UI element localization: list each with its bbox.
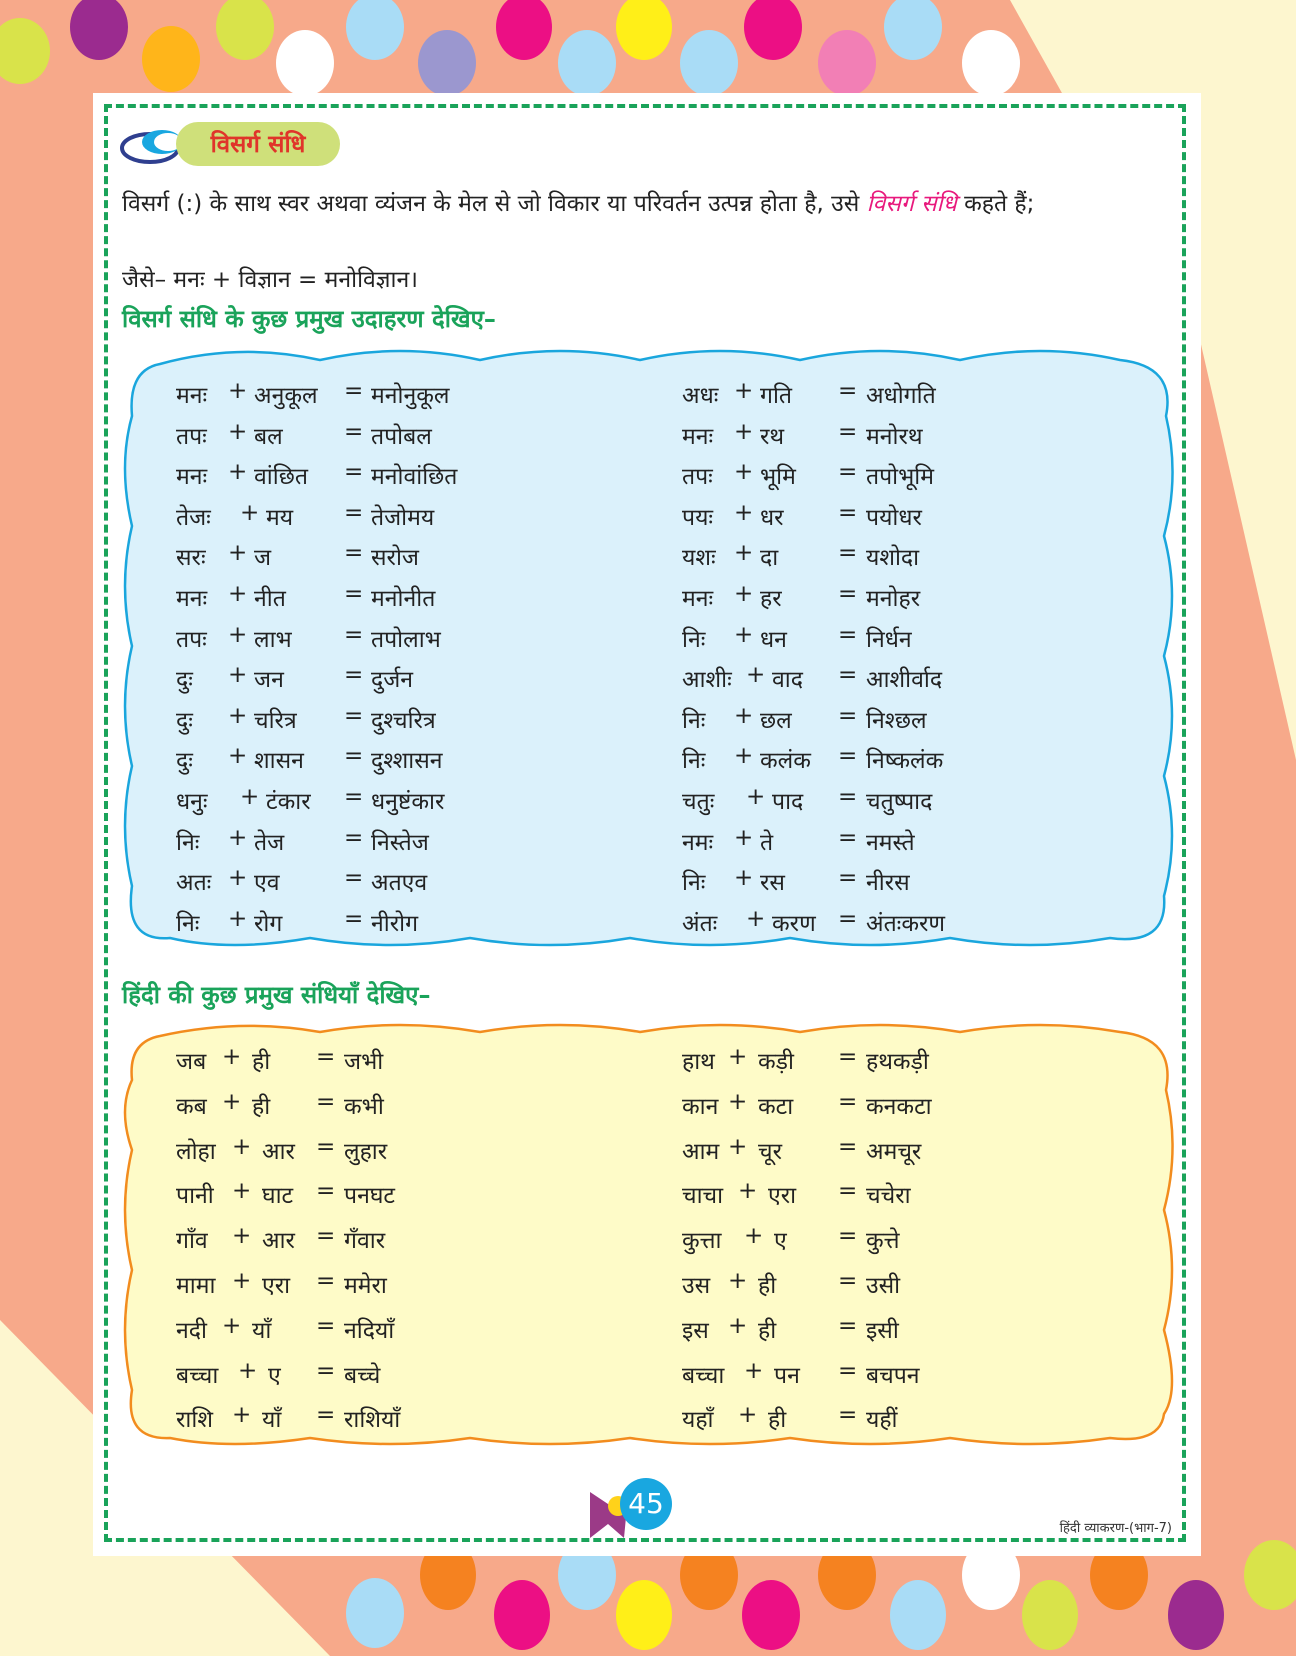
word-b: ए: [774, 1228, 787, 1255]
word-a: कुत्ता: [682, 1228, 722, 1255]
plus-sign: +: [232, 1133, 252, 1160]
equals-sign: =: [838, 1178, 858, 1205]
result-word: चतुष्पाद: [866, 789, 933, 815]
word-a: गाँव: [176, 1228, 208, 1255]
word-b: बल: [254, 423, 283, 450]
result-word: पनघट: [344, 1183, 396, 1210]
plus-sign: +: [228, 702, 248, 729]
definition-text-before: विसर्ग (:) के साथ स्वर अथवा व्यंजन के मेल से जो विकार या परिवर्तन उत्पन्न होता है, उसे: [122, 191, 867, 217]
plus-sign: +: [744, 1223, 764, 1250]
equals-sign: =: [344, 581, 364, 607]
word-b: याँ: [262, 1407, 282, 1434]
plus-sign: +: [222, 1044, 242, 1070]
word-a: आशीः: [682, 667, 732, 694]
word-a: तेजः: [176, 504, 211, 531]
word-b: आर: [262, 1138, 295, 1165]
word-a: मनः: [682, 586, 714, 612]
plus-sign: +: [238, 1357, 258, 1384]
plus-sign: +: [232, 1223, 252, 1250]
word-b: ही: [758, 1273, 777, 1299]
plus-sign: +: [734, 418, 754, 445]
result-word: तपोबल: [371, 423, 432, 450]
result-word: निस्तेज: [371, 829, 429, 856]
result-word: ममेरा: [344, 1273, 387, 1299]
word-a: राशि: [176, 1407, 213, 1434]
equals-sign: =: [344, 378, 364, 404]
word-b: धन: [760, 626, 787, 653]
word-a: उस: [682, 1273, 711, 1299]
word-b: अनुकूल: [254, 383, 318, 409]
definition-highlight: विसर्ग संधि: [866, 191, 957, 217]
word-b: पन: [774, 1362, 800, 1389]
word-a: सरः: [176, 545, 206, 572]
equals-sign: =: [344, 905, 364, 932]
plus-sign: +: [228, 743, 248, 770]
word-a: यशः: [682, 545, 716, 572]
word-b: ही: [252, 1093, 271, 1120]
result-word: नमस्ते: [866, 829, 915, 856]
equals-sign: =: [344, 418, 364, 445]
word-a: बच्चा: [682, 1362, 725, 1389]
word-a: लोहा: [176, 1138, 216, 1165]
result-word: मनोनुकूल: [371, 383, 450, 409]
word-b: धर: [760, 504, 784, 531]
equals-sign: =: [344, 459, 364, 486]
plus-sign: +: [232, 1268, 252, 1294]
result-word: इसी: [866, 1317, 899, 1344]
word-a: पयः: [682, 504, 714, 531]
result-word: तपोभूमि: [866, 464, 935, 491]
equals-sign: =: [838, 378, 858, 404]
result-word: दुश्चरित्र: [371, 707, 436, 734]
plus-sign: +: [228, 540, 248, 567]
result-word: नीरोग: [371, 910, 419, 937]
word-a: दुः: [176, 748, 193, 775]
equals-sign: =: [344, 865, 364, 892]
equals-sign: =: [838, 865, 858, 892]
result-word: मनोहर: [866, 586, 921, 612]
equals-sign: =: [838, 1312, 858, 1339]
result-word: यशोदा: [866, 545, 920, 572]
plus-sign: +: [222, 1312, 242, 1339]
word-a: दुः: [176, 667, 193, 694]
result-word: अमचूर: [866, 1138, 922, 1165]
result-word: कभी: [344, 1093, 384, 1120]
plus-sign: +: [728, 1133, 748, 1160]
word-b: जन: [254, 667, 284, 694]
plus-sign: +: [746, 784, 766, 810]
result-word: निष्कलंक: [866, 748, 944, 775]
plus-sign: +: [222, 1088, 242, 1115]
plus-sign: +: [228, 905, 248, 932]
word-b: टंकार: [266, 789, 311, 815]
word-b: लाभ: [254, 626, 292, 653]
word-b: पाद: [772, 789, 804, 815]
equals-sign: =: [838, 1088, 858, 1115]
plus-sign: +: [734, 621, 754, 648]
plus-sign: +: [734, 540, 754, 567]
equals-sign: =: [838, 499, 858, 526]
word-b: रोग: [254, 910, 283, 937]
word-b: ते: [760, 829, 774, 856]
footer-book-title: हिंदी व्याकरण-(भाग-7): [1059, 1521, 1172, 1536]
word-a: कान: [682, 1093, 719, 1120]
word-a: अधः: [682, 383, 719, 409]
plus-sign: +: [228, 378, 248, 404]
result-word: नदियाँ: [344, 1317, 395, 1344]
equals-sign: =: [344, 621, 364, 648]
word-b: कटा: [758, 1093, 794, 1120]
equals-sign: =: [838, 459, 858, 486]
result-word: कुत्ते: [866, 1228, 900, 1255]
result-word: गँवार: [344, 1228, 386, 1255]
word-a: बच्चा: [176, 1362, 219, 1389]
section-title: विसर्ग संधि: [176, 122, 340, 166]
word-a: कब: [176, 1093, 207, 1120]
word-b: हर: [760, 586, 782, 612]
plus-sign: +: [240, 784, 260, 810]
equals-sign: =: [838, 743, 858, 770]
word-b: वाद: [772, 667, 803, 694]
plus-sign: +: [228, 621, 248, 648]
plus-sign: +: [728, 1044, 748, 1070]
word-a: निः: [682, 748, 706, 775]
result-word: अंतःकरण: [866, 910, 946, 937]
word-b: करण: [772, 910, 816, 937]
word-b: दा: [760, 545, 779, 572]
word-b: ए: [268, 1362, 281, 1389]
word-a: निः: [176, 910, 200, 937]
equals-sign: =: [838, 621, 858, 648]
equals-sign: =: [838, 1223, 858, 1250]
definition-text-after: कहते हैं;: [956, 191, 1035, 217]
word-b: गति: [760, 383, 793, 409]
word-b: कलंक: [760, 748, 811, 775]
result-word: बचपन: [866, 1362, 920, 1389]
equals-sign: =: [316, 1312, 336, 1339]
plus-sign: +: [746, 905, 766, 932]
equals-sign: =: [344, 702, 364, 729]
word-a: पानी: [176, 1183, 214, 1210]
equals-sign: =: [316, 1223, 336, 1250]
result-word: निश्छल: [866, 707, 927, 734]
word-a: नमः: [682, 829, 714, 856]
plus-sign: +: [228, 459, 248, 486]
result-word: बच्चे: [344, 1362, 381, 1389]
word-a: अंतः: [682, 910, 718, 937]
equals-sign: =: [838, 824, 858, 851]
word-b: एरा: [262, 1273, 291, 1299]
word-a: अतः: [176, 870, 212, 897]
plus-sign: +: [228, 865, 248, 892]
equals-sign: =: [838, 1133, 858, 1160]
result-word: लुहार: [344, 1138, 388, 1165]
word-b: चरित्र: [254, 707, 297, 734]
example-line: जैसे– मनः + विज्ञान = मनोविज्ञान।: [122, 267, 418, 293]
word-b: ही: [768, 1407, 787, 1434]
result-word: अधोगति: [866, 383, 936, 409]
word-a: दुः: [176, 707, 193, 734]
result-word: कनकटा: [866, 1093, 932, 1120]
equals-sign: =: [838, 540, 858, 567]
equals-sign: =: [316, 1088, 336, 1115]
equals-sign: =: [838, 1402, 858, 1429]
plus-sign: +: [734, 581, 754, 607]
word-b: वांछित: [254, 464, 308, 491]
result-word: यहीं: [866, 1407, 898, 1434]
word-b: नीत: [254, 586, 286, 612]
word-a: मनः: [682, 423, 714, 450]
plus-sign: +: [734, 499, 754, 526]
word-a: निः: [682, 870, 706, 897]
equals-sign: =: [838, 905, 858, 932]
result-word: नीरस: [866, 870, 910, 897]
word-a: आम: [682, 1138, 720, 1165]
word-a: निः: [682, 626, 706, 653]
equals-sign: =: [838, 702, 858, 729]
plus-sign: +: [734, 743, 754, 770]
word-b: ही: [252, 1049, 271, 1075]
word-b: रस: [760, 870, 785, 897]
swirl-icon: [120, 126, 184, 164]
result-word: जभी: [344, 1049, 384, 1075]
page-number-badge: [584, 1478, 674, 1538]
result-word: दुश्शासन: [371, 748, 443, 775]
plus-sign: +: [734, 865, 754, 892]
word-a: मनः: [176, 383, 208, 409]
word-b: छल: [760, 707, 792, 734]
equals-sign: =: [344, 499, 364, 526]
equals-sign: =: [344, 824, 364, 851]
plus-sign: +: [738, 1178, 758, 1205]
plus-sign: +: [232, 1402, 252, 1429]
word-b: ही: [758, 1317, 777, 1344]
word-a: तपः: [682, 464, 713, 491]
equals-sign: =: [316, 1178, 336, 1205]
result-word: अतएव: [371, 870, 428, 897]
word-a: तपः: [176, 423, 207, 450]
equals-sign: =: [838, 418, 858, 445]
plus-sign: +: [734, 378, 754, 404]
word-a: चाचा: [682, 1183, 724, 1210]
equals-sign: =: [344, 662, 364, 689]
plus-sign: +: [728, 1088, 748, 1115]
equals-sign: =: [316, 1268, 336, 1294]
word-a: मनः: [176, 586, 208, 612]
result-word: हथकड़ी: [866, 1049, 929, 1075]
plus-sign: +: [228, 662, 248, 689]
word-b: एरा: [768, 1183, 797, 1210]
word-a: मनः: [176, 464, 208, 491]
word-b: घाट: [262, 1183, 294, 1210]
result-word: पयोधर: [866, 504, 922, 531]
word-b: आर: [262, 1228, 295, 1255]
word-a: तपः: [176, 626, 207, 653]
word-b: एव: [254, 870, 280, 897]
result-word: आशीर्वाद: [866, 667, 943, 694]
result-word: मनोरथ: [866, 423, 923, 450]
word-b: शासन: [254, 748, 304, 775]
plus-sign: +: [240, 499, 260, 526]
plus-sign: +: [228, 418, 248, 445]
result-word: उसी: [866, 1273, 901, 1299]
result-word: दुर्जन: [371, 667, 414, 694]
plus-sign: +: [734, 824, 754, 851]
word-b: कड़ी: [758, 1049, 794, 1075]
word-a: निः: [682, 707, 706, 734]
equals-sign: =: [316, 1133, 336, 1160]
result-word: धनुष्टंकार: [371, 789, 445, 815]
equals-sign: =: [838, 1268, 858, 1294]
plus-sign: +: [738, 1402, 758, 1429]
plus-sign: +: [232, 1178, 252, 1205]
equals-sign: =: [316, 1402, 336, 1429]
result-word: चचेरा: [866, 1183, 911, 1210]
word-a: इस: [682, 1317, 709, 1344]
word-a: मामा: [176, 1273, 216, 1299]
word-a: जब: [176, 1049, 207, 1075]
equals-sign: =: [344, 540, 364, 567]
plus-sign: +: [734, 702, 754, 729]
word-b: भूमि: [760, 464, 796, 491]
word-a: धनुः: [176, 789, 208, 815]
definition-paragraph: [122, 186, 1174, 222]
page-number: 45: [620, 1478, 672, 1530]
equals-sign: =: [838, 1357, 858, 1384]
word-b: मय: [266, 504, 294, 531]
hindi-sandhi-heading: हिंदी की कुछ प्रमुख संधियाँ देखिए–: [122, 981, 431, 1009]
plus-sign: +: [746, 662, 766, 689]
word-a: निः: [176, 829, 200, 856]
visarg-examples-heading: विसर्ग संधि के कुछ प्रमुख उदाहरण देखिए–: [122, 305, 496, 333]
word-b: याँ: [252, 1317, 272, 1344]
result-word: तपोलाभ: [371, 626, 441, 653]
plus-sign: +: [228, 824, 248, 851]
plus-sign: +: [728, 1312, 748, 1339]
plus-sign: +: [734, 459, 754, 486]
word-a: हाथ: [682, 1049, 715, 1075]
equals-sign: =: [838, 581, 858, 607]
word-b: चूर: [758, 1138, 783, 1165]
equals-sign: =: [316, 1044, 336, 1070]
equals-sign: =: [316, 1357, 336, 1384]
word-a: चतुः: [682, 789, 715, 815]
equals-sign: =: [838, 1044, 858, 1070]
word-b: रथ: [760, 423, 785, 450]
plus-sign: +: [728, 1268, 748, 1294]
word-a: नदी: [176, 1317, 207, 1344]
equals-sign: =: [344, 784, 364, 810]
result-word: राशियाँ: [344, 1407, 401, 1434]
result-word: निर्धन: [866, 626, 912, 653]
result-word: मनोवांछित: [371, 464, 458, 491]
result-word: सरोज: [371, 545, 419, 572]
result-word: मनोनीत: [371, 586, 436, 612]
equals-sign: =: [838, 662, 858, 689]
plus-sign: +: [228, 581, 248, 607]
result-word: तेजोमय: [371, 504, 435, 531]
equals-sign: =: [344, 743, 364, 770]
word-b: तेज: [254, 829, 285, 856]
word-b: ज: [254, 545, 272, 572]
plus-sign: +: [744, 1357, 764, 1384]
word-a: यहाँ: [682, 1407, 714, 1434]
equals-sign: =: [838, 784, 858, 810]
